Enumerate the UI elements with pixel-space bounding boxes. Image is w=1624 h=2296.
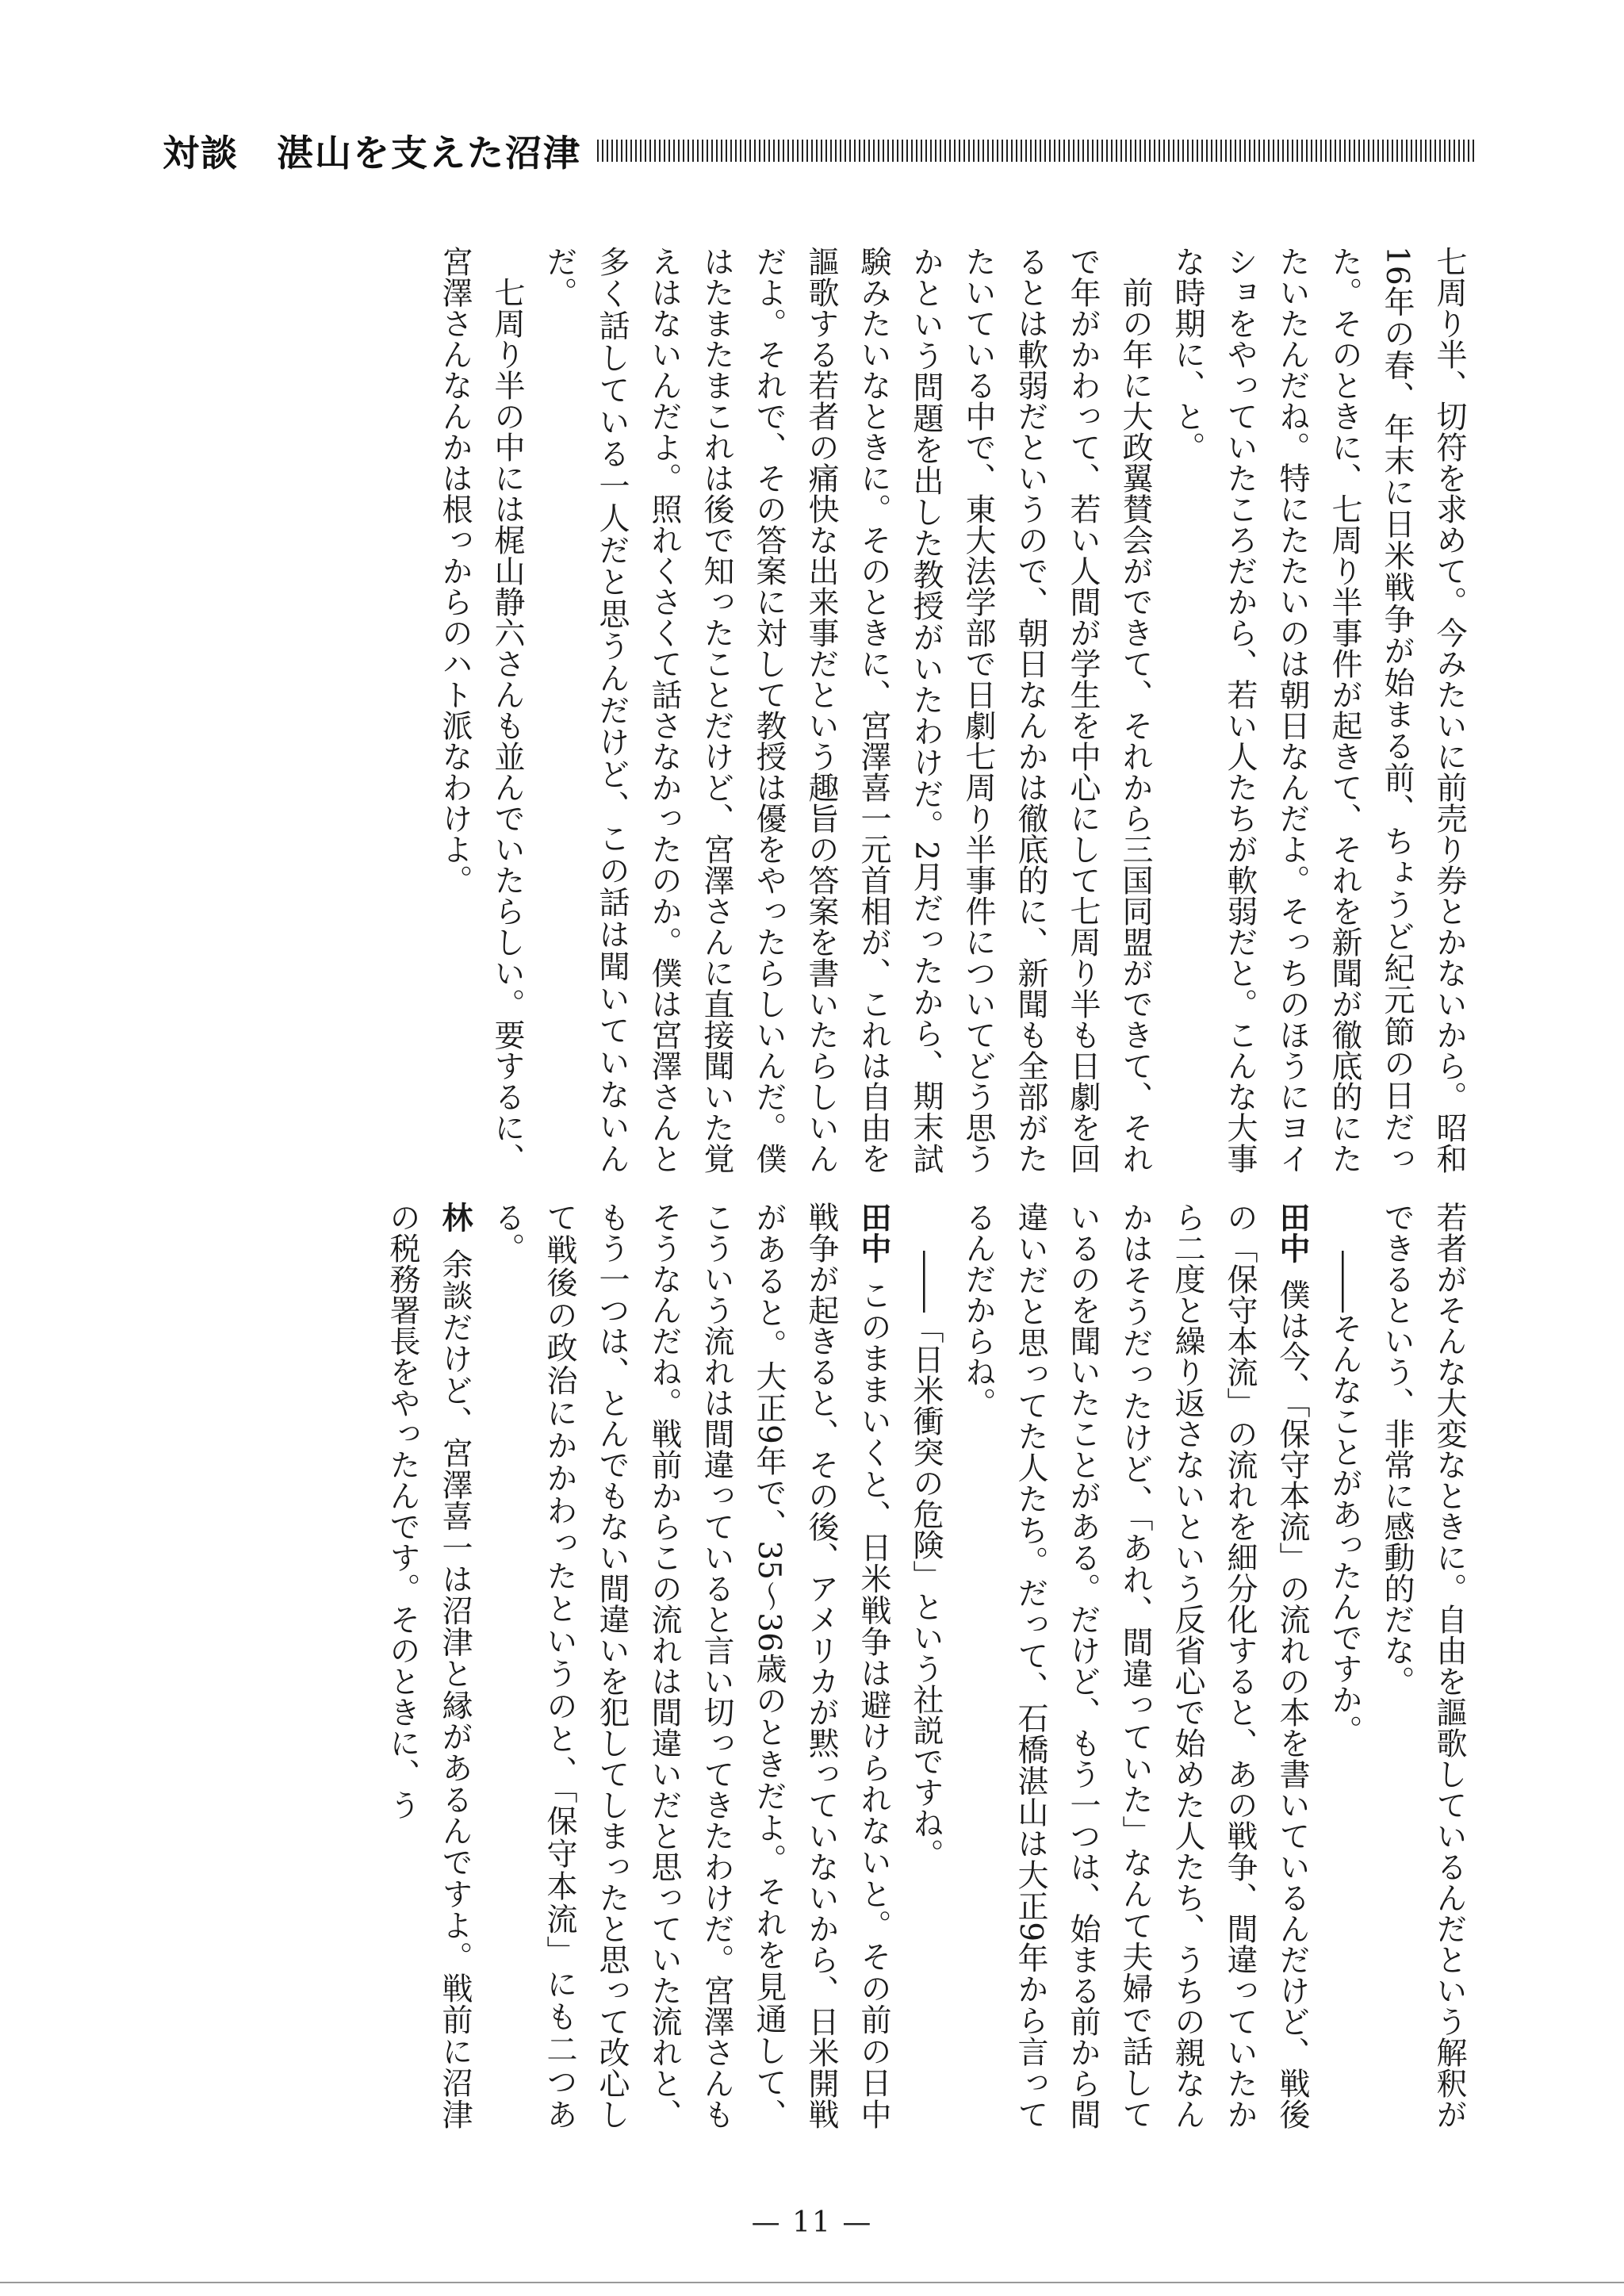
interviewer-question: ――「日米衝突の危険」という社説ですね。 [908, 1251, 944, 1870]
speaker-name: 田中 [1274, 1202, 1310, 1263]
lower-text-block [163, 1202, 1475, 2129]
speaker-name: 田中 [856, 1202, 891, 1263]
speaker-paragraph [376, 1202, 481, 2129]
speaker-text: このままいくと、日米戦争は避けられないと。その前の日中戦争が起きると、その後、アメリカが黙っていないから、日米開戦があると。大正9年で、35～36歳のときだよ。それを見通して、こういう流れは間違っていると言い切ってきたわけだ。宮澤さんもそうなんだね。戦前からこの流れは間違いだと思っていた流れと、もう一つは、とんでもない間違いを犯してしまったと思って改心して戦後の政治にかかわったというのと、「保守本流」にも二つある。 [489, 1202, 891, 2129]
upper-text-block [163, 246, 1475, 1174]
page-header [163, 119, 1475, 182]
speaker-name: 林 [437, 1202, 473, 1232]
speaker-paragraph [952, 1202, 1318, 2129]
header-decorative-rule [597, 140, 1475, 162]
speaker-paragraph [481, 1202, 899, 2129]
speaker-text: 余談だけど、宮澤喜一は沼津と縁があるんですよ。戦前に沼津の税務署長をやったんです。そのときに、う [385, 1202, 473, 2129]
paragraph: 七周り半の中には梶山静六さんも並んでいたらしい。要するに、宮澤さんなんかは根っからのハト派なわけよ。 [437, 246, 525, 1174]
paragraph: 前の年に大政翼賛会ができて、それから三国同盟ができて、それで年がかわって、若い人間が学生を中心にして七周り半も日劇を回るとは軟弱だというので、朝日なんかは徹底的に、新聞も全部がたたいている中で、東大法学部で日劇七周り半事件についてどう思うかという問題を出した教授がいたわけだ。2月だったから、期末試験みたいなときに。そのときに、宮澤喜一元首相が、これは自由を謳歌する若者の痛快な出来事だという趣旨の答案を書いたらしいんだよ。それで、その答案に対して教授は優をやったらしいんだ。僕はたまたまこれは後で知ったことだけど、宮澤さんに直接聞いた覚えはないんだよ。照れくさくて話さなかったのか。僕は宮澤さんと多く話している一人だと思うんだけど、この話は聞いていないんだ。 [542, 246, 1153, 1174]
interviewer-question: ――そんなことがあったんですか。 [1327, 1251, 1362, 1746]
page-number: — 11 — [751, 2206, 873, 2239]
paragraph: 七周り半、切符を求めて。今みたいに前売り券とかないから。昭和16年の春、年末に日米戦争が始まる前、ちょうど紀元節の日だった。そのときに、七周り半事件が起きて、それを新聞が徹底的にたたいたんだね。特にたたいのは朝日なんだよ。そっちのほうにヨイショをやっていたころだから、若い人たちが軟弱だと。こんな大事な時期に、と。 [1170, 246, 1467, 1174]
page-edge-line [0, 2282, 1624, 2283]
speaker-text: 僕は今、「保守本流」の流れの本を書いているんだけど、戦後の「保守本流」の流れを細分化すると、あの戦争、間違っていたから二度と繰り返さないという反省心で始めた人たち、うちの親なんかはそうだったけど、「あれ、間違っていた」なんて夫婦で話しているのを聞いたことがある。だけど、もう一つは、始まる前から間違いだと思ってた人たち。だって、石橋湛山は大正9年から言ってるんだからね。 [960, 1202, 1310, 2129]
paragraph: 若者がそんな大変なときに。自由を謳歌しているんだという解釈ができるという、非常に感動的だな。 [1379, 1202, 1467, 2129]
page-title: 対談 湛山を支えた沼津 [163, 132, 581, 174]
